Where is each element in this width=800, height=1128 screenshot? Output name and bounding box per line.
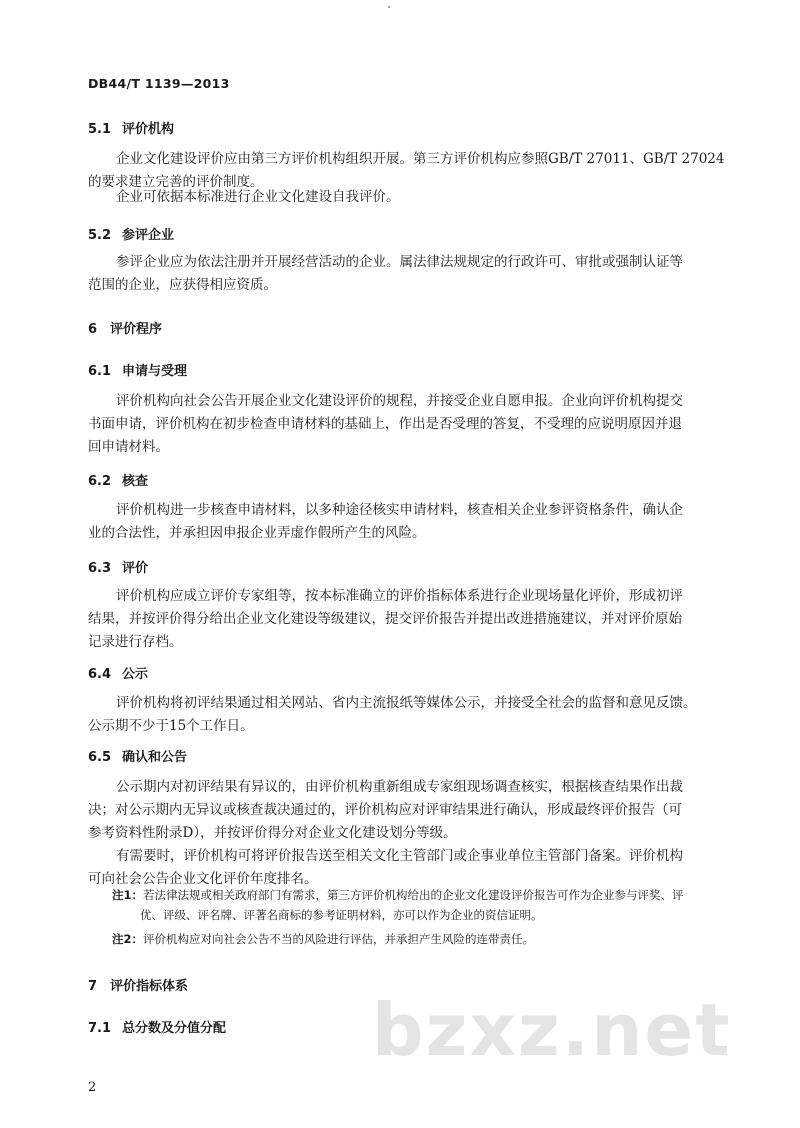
section-heading-7-1: 7.1 总分数及分值分配 bbox=[88, 1021, 227, 1036]
section-heading-6-5: 6.5 确认和公告 bbox=[88, 750, 188, 765]
note-1: 注1：若法律法规或相关政府部门有需求，第三方评价机构给出的企业文化建设评价报告可作为企业参与评奖、评 优、评级、评名牌、评著名商标的参考证明材料，亦可以作为企业的资信证明。 bbox=[112, 888, 684, 922]
section-heading-5-2: 5.2 参评企业 bbox=[88, 228, 175, 243]
paragraph: 评价机构应成立评价专家组等，按本标准确立的评价指标体系进行企业现场量化评价，形成初评 结果，并按评价得分给出企业文化建设等级建议，提交评价报告并提出改进措施建议，并对评价原始 记录进行存档。 bbox=[88, 588, 683, 650]
section-heading-6-1: 6.1 申请与受理 bbox=[88, 364, 188, 379]
section-heading-6-3: 6.3 评价 bbox=[88, 561, 149, 576]
paragraph: 企业文化建设评价应由第三方评价机构组织开展。第三方评价机构应参照GB/T 27011、GB/T 27024 的要求建立完善的评价制度。 bbox=[88, 151, 725, 190]
section-heading-6: 6 评价程序 bbox=[88, 322, 163, 337]
watermark: bzxz.net bbox=[372, 988, 732, 1072]
standard-code: DB44/T 1139—2013 bbox=[88, 76, 230, 91]
section-heading-5-1: 5.1 评价机构 bbox=[88, 122, 175, 137]
page-number: 2 bbox=[88, 1080, 97, 1095]
section-heading-6-4: 6.4 公示 bbox=[88, 667, 149, 682]
paragraph: 评价机构向社会公告开展企业文化建设评价的规程，并接受企业自愿申报。企业向评价机构提交 书面申请，评价机构在初步检查申请材料的基础上，作出是否受理的答复，不受理的应说明原因并退 回申请材料。 bbox=[88, 393, 683, 455]
paragraph: 有需要时，评价机构可将评价报告送至相关文化主管部门或企事业单位主管部门备案。评价机构 可向社会公告企业文化评价年度排名。 bbox=[88, 848, 683, 887]
section-heading-6-2: 6.2 核查 bbox=[88, 474, 149, 489]
paragraph: 公示期内对初评结果有异议的，由评价机构重新组成专家组现场调查核实，根据核查结果作出裁 决；对公示期内无异议或核查裁决通过的，评价机构应对评审结果进行确认，形成最终评价报告（可 参考资料性附录D），并按评价得分对企业文化建设划分等级。 bbox=[88, 779, 683, 841]
scan-speck bbox=[388, 6, 390, 8]
paragraph: 参评企业应为依法注册并开展经营活动的企业。属法律法规规定的行政许可、审批或强制认证等 范围的企业，应获得相应资质。 bbox=[88, 254, 683, 293]
note-2: 注2：评价机构应对向社会公告不当的风险进行评估，并承担产生风险的连带责任。 bbox=[112, 932, 535, 946]
paragraph: 企业可依据本标准进行企业文化建设自我评价。 bbox=[116, 189, 400, 205]
section-heading-7: 7 评价指标体系 bbox=[88, 979, 189, 994]
paragraph: 评价机构将初评结果通过相关网站、省内主流报纸等媒体公示，并接受全社会的监督和意见反馈。 公示期不少于15个工作日。 bbox=[88, 695, 697, 734]
paragraph: 评价机构进一步核查申请材料，以多种途径核实申请材料，核查相关企业参评资格条件，确认企 业的合法性，并承担因申报企业弄虚作假所产生的风险。 bbox=[88, 502, 683, 541]
